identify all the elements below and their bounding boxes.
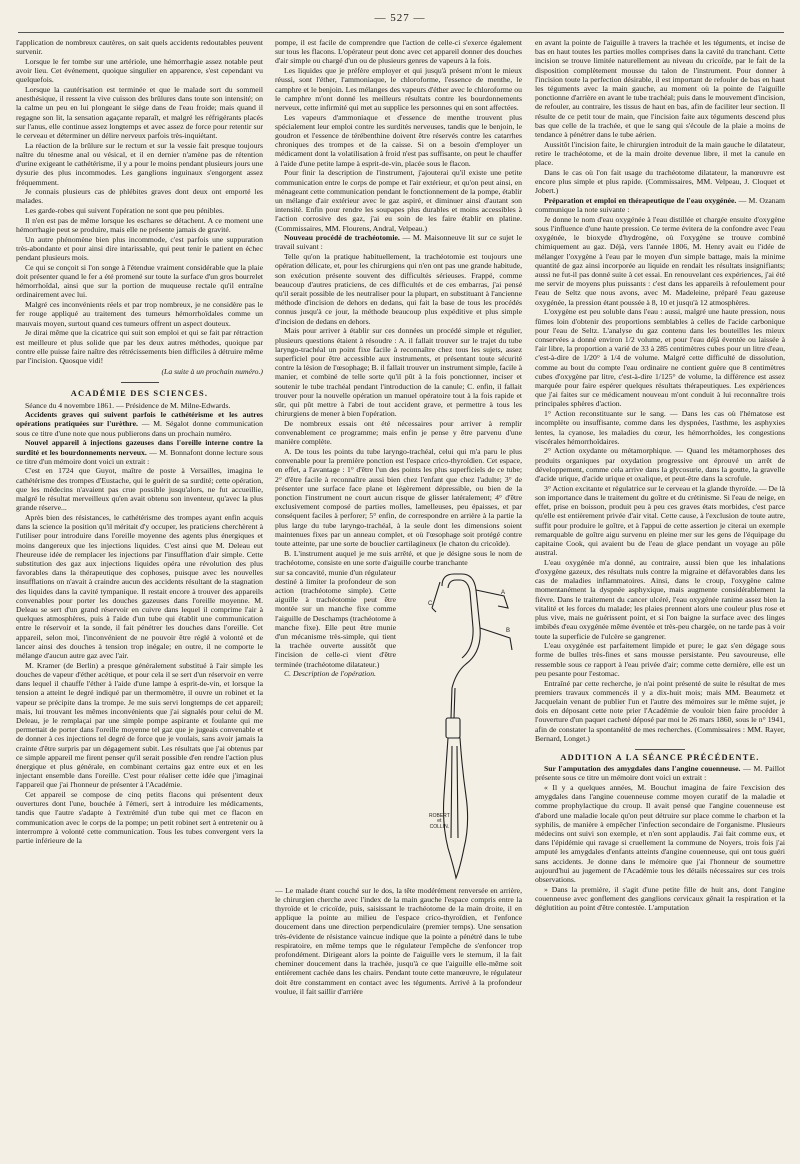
paragraph: Après bien des résistances, le cathétérisme des trompes ayant enfin acquis dans la science la position qu'il méritait d'y occuper, les praticiens cherchèrent à l'utiliser pour introduire dans l'oreille moyenne des agents plus énergiques et moins dangereux que les injections liquides. C'est ainsi que M. Deleau eut l'heureuse idée de remplacer les injections par l'insufflation d'air simple. Cette substitution des gaz aux injections liquides opéra une révolution des plus favorables dans la thérapeutique des cophoses, puisque avec les nouvelles insufflations on n'avait à craindre aucun des accidents résultant de la stagnation des liquides dans la cavité tympanique. Il restait encore à trouver des appareils convenables pour porter les douches gazeuses dans l'oreille moyenne. M. Deleau se sert d'un grand réservoir en cuivre dans lequel il comprime l'air à quelques atmosphères, puis à l'aide d'un tube qui établit une communication entre le réservoir et la sonde, il fait pénétrer les douches dans l'oreille. Cet appareil, selon moi, l'inconvénient de ne pouvoir être réglé à volonté et de lancer ainsi des douches à tension trop inégale; en outre, il ne comporte le mélange d'aucun autre gaz avec l'air. bbox=[16, 512, 263, 660]
paragraph: Telle qu'on la pratique habituellement, la trachéotomie est toujours une opération délicate, et, pour les chirurgiens qui n'en ont pas une grande habitude, son exécution présente souvent des difficultés sérieuses. Frappé, comme beaucoup d'autres praticiens, de ces difficultés et de ces embarras, j'ai pensé qu'il serait possible de les neutraliser pour la plupart, en substituant à l'ancienne méthode d'incision de dehors en dedans, qui fait la base de tous les procédés connus jusqu'à ce jour, la méthode beaucoup plus expéditive et plus simple d'incision de dedans en dehors. bbox=[275, 252, 522, 326]
paragraph: Lorsque le fer tombe sur une artériole, une hémorrhagie assez notable peut avoir lieu. Cet événement, quoique singulier en apparence, s'est cependant vu quelquefois. bbox=[16, 56, 263, 85]
article-heading: Accidents graves qui suivent parfois le cathétérisme et les autres opérations pratiquées sur l'urèthre. bbox=[16, 410, 263, 429]
paragraph: Malgré ces inconvénients réels et par trop nombreux, je ne considère pas le fer rouge appliqué au traitement des tumeurs hémorrhoïdales comme un mauvais moyen, surtout quand ces tumeurs offrent un aspect douteux. bbox=[16, 300, 263, 328]
paragraph: 3° Action excitante et régulatrice sur le cerveau et la glande thyroïde. — De là son importance dans le traitement du goître et du crétinisme. Si l'eau de neige, en effet, prise en boisson, produit peu à peu ces graves états morbides, c'est parce qu'elle est entièrement privée d'air vital. Cette cause, à l'exclusion de toute autre, suffit pour produire le goître, et à l'appui de cette assertion je citerai un exemple remarquable de goître aigu survenu en pleine mer sur les gens de l'équipage du capitaine Cook, qui avaient bu de l'eau de glace pendant un voyage au pôle austral. bbox=[535, 483, 785, 558]
paragraph: C'est en 1724 que Guyot, maître de poste à Versailles, imagina le cathétérisme des trompes d'Eustache, qui le guérit de sa surdité; cette opération, que les médecins n'avaient pas crue possible jusqu'alors, ne fut accueillie, malgré le résultat merveilleux qu'en avait obtenu son inventeur, qu'avec la plus grande réserve... bbox=[16, 466, 263, 513]
subheading: C. Description de l'opération. bbox=[284, 669, 376, 679]
paragraph bbox=[275, 669, 396, 678]
column-left bbox=[16, 38, 263, 1156]
session-line: Séance du 4 novembre 1861. — Présidence de M. Milne-Edwards. bbox=[25, 400, 231, 410]
article-lead: — M. Paillot présente sous ce titre un mémoire dont voici un extrait : bbox=[535, 764, 785, 783]
column-middle bbox=[275, 38, 522, 1156]
paragraph: Dans le cas où l'on fait usage du trachéotome dilatateur, la manœuvre est encore plus simple et plus rapide. (Commissaires, MM. Velpeau, J. Cloquet et Jobert.) bbox=[535, 167, 785, 196]
paragraph: 1° Action reconstituante sur le sang. — Dans les cas où l'hématose est incomplète ou insuffisante, comme dans les dyspnées, l'asthme, les asphyxies lentes, la cyanose, les maladies du cœur, les hémorrhoïdes, les congestions viscérales hémorrhoïdaires. bbox=[535, 409, 785, 446]
figure-maker-label: ROBERT et COLLIN. bbox=[429, 812, 450, 830]
paragraph: Les garde-robes qui suivent l'opération ne sont que peu pénibles. bbox=[25, 206, 225, 216]
paragraph: M. Kramer (de Berlin) a presque généralement substitué à l'air simple les douches de vapeur d'éther acétique, et pour cela il se sert d'un réservoir en verre dans lequel il chauffe l'éther à l'aide d'une lampe à esprit-de-vin, et lorsque la tension a atteint le degré indiqué par un thermomètre, il ouvre un robinet et la vapeur se précipite dans la trompe. Je me suis servi longtemps de cet appareil; mais, lui trouvant les mêmes inconvénients que j'ai signalés pour celui de M. Deleau, je le remplaçai par une simple pompe aspirante et foulante qui me permettait de porter dans l'oreille moyenne tel gaz que je jugeais convenable et de donner à ces injections tel degré de force que je voulais, sans avoir jamais la crainte d'être surpris par un dégagement subit. Les résultats que j'ai obtenus par ce simple appareil me firent penser qu'il serait possible d'en rendre l'action plus énergique et plus générale, en combinant certains gaz entre eux et en les injectant ensemble dans l'oreille. C'est pour réaliser cette idée que j'imaginai l'appareil que j'ai l'honneur de présenter à l'Académie. bbox=[16, 660, 263, 790]
paragraph: A. De tous les points du tube laryngo-trachéal, celui qui m'a paru le plus convenable pour la première ponction est l'espace crico-thyroïdien. Cet espace, en effet, a l'avantage : 1° d'être l'un des points les plus superficiels de ce tube; 2° d'être facile à reconnaître aussi bien chez l'enfant que chez l'adulte; 3° de présenter une surface face plane et légèrement dépressible, ou bien de la ponction l'instrument ne court aucun risque de glisser latéralement; 4° d'être exclusivement composé de parties molles, lamelleuses, peu épaisses, et par conséquent faciles à perforer; 5° enfin, de correspondre en arrière à la partie la plus large du tube laryngo-trachéal, à la seule dont les dimensions soient maintenues fixes par un anneau complet, et où l'œsophage soit protégé contre toute atteinte, par une sorte de bouclier cartilagineux (le chaton du cricoïde). bbox=[275, 446, 522, 548]
article-lead: — M. Ozanam communique la note suivante : bbox=[535, 195, 785, 215]
article-heading: Préparation et emploi en thérapeutique de l'eau oxygénée. bbox=[544, 195, 737, 205]
column-right bbox=[535, 38, 785, 1156]
paragraph: La réaction de la brûlure sur le rectum et sur la vessie fait presque toujours naître du ténesme anal ou vésical, et il en dernier n'amène pas de rétention d'urine exigeant le cathétérisme, il y a pour le moins pendant plusieurs jours une dysurie des plus incommodes. Les ganglions inguinaux s'engorgent assez fréquemment. bbox=[16, 140, 263, 187]
paragraph: Cet appareil se compose de cinq petits flacons qui présentent deux ouvertures dont l'une, bouchée à l'émeri, sert à introduire les médicaments, tandis que l'autre s'adapte à l'extrémité d'un tube qui met ce flacon en communication avec le corps de la pompe; un petit robinet sert à entretenir ou à interrompre à volonté cette communication. Tous les tubes convergent vers la partie inférieure de la bbox=[16, 790, 263, 846]
tracheotome-drawing bbox=[402, 568, 522, 886]
article-heading: Nouveau procédé de trachéotomie. bbox=[284, 233, 400, 243]
article-lead: — M. Bonnafont donne lecture sous ce titre d'un mémoire dont voici un extrait : bbox=[16, 447, 263, 466]
paragraph: — Le malade étant couché sur le dos, la tête modérément renversée en arrière, le chirurgien cherche avec l'index de la main gauche l'espace compris entre la thyroïde et le cricoïde, puis, saisissant le trachéotome de la main droite, il en applique la pointe au milieu de l'espace crico-thyroïdien, et l'enfonce doucement dans une direction perpendiculaire (premier temps). Une sensation très-évidente de résistance vaincue indique que la pointe a pénétré dans le tube respiratoire, en même temps que le régulateur l'empêche de s'enfoncer trop profondément. Dirigeant alors la pointe de l'aiguille vers le sternum, il la fait cheminer doucement dans la trachée, jusqu'à ce que l'aiguille elle-même soit entièrement cachée dans les chairs. Pendant toute cette manœuvre, le régulateur doit être constamment en contact avec les téguments. Arrivé à la profondeur voulue, il fait saillir d'arrière bbox=[275, 885, 522, 996]
paragraph: L'oxygène est peu soluble dans l'eau : aussi, malgré une haute pression, nous fûmes loin d'obtenir des proportions semblables à celles de l'acide carbonique pour l'eau de Seltz. L'analyse du gaz contenu dans les bouteilles les mieux conservées a donné environ 1/2 volume, et pour l'eau déjà éventée ou laissée à l'air libre, la proportion a varié de 33 à 285 centimètres cubes pour un litre d'eau, c'est-à-dire de 1/20° à 1/4 de volume. Malgré cette difficulté de dissolution, comme au bout du compte l'eau ordinaire ne contient guère que 8 centimètres cubes d'oxygène par litre, c'est-à-dire 1/125° de volume, la différence est assez marquée pour faire espérer quelques résultats thérapeutiques. Les expériences que j'ai faites sur ce médicament nouveau m'ont conduit à lui reconnaître trois principales sphères d'action. bbox=[535, 307, 785, 409]
section-title: ACADÉMIE DES SCIENCES. bbox=[70, 389, 209, 399]
article-heading: Nouvel appareil à injections gazeuses dans l'oreille interne contre la surdité et les bourdonnements nerveux. bbox=[16, 438, 263, 457]
paragraph: Les liquides que je préfère employer et qui jusqu'à présent m'ont le mieux réussi, sont l'éther, l'ammoniaque, le chloroforme, l'essence de menthe, le camphre et le benjoin. Les mélanges des vapeurs d'éther avec le chloroforme ou le camphre m'ont donné les meilleurs résultats contre les bourdonnements nerveux, cette infirmité qui met au supplice les personnes qui en sont affectées. bbox=[275, 66, 522, 112]
figure-letter-a: A bbox=[501, 589, 506, 596]
article-intro bbox=[275, 233, 522, 251]
paragraph: « Il y a quelques années, M. Bouchut imagina de faire l'excision des amygdales dans l'angine couenneuse comme moyen curatif de la maladie et comme prophylactique du croup. Il avait pensé que l'angine couenneuse est d'abord une maladie locale qu'on peut détruire sur place comme le charbon et la syphilis, de manière à empêcher l'infection secondaire de l'organisme. Plusieurs médecins ont suivi son exemple, et n'en sont applaudis. J'ai fait comme eux, et dans l'épidémie qui ravage si cruellement la commune de Noyers, trois fois j'ai amputé les amygdales d'enfants atteints d'angine couenneuse, qui ont tous guéri sans accidents. Je donne dans le mémoire que j'ai l'honneur de soumettre aujourd'hui au jugement de l'Académie tous les détails nécessaires sur ces trois observations. bbox=[535, 783, 785, 885]
paragraph: sur sa concavité, munie d'un régulateur destiné à limiter la profondeur de son action (trachéotome simple). Cette aiguille à trachéotomie peut être montée sur un manche fixe comme l'aiguille de Deschamps (trachéotome à manche fixe). Elle peut être munie d'un mécanisme très-simple, qui tient la trachée ouverte aussitôt que l'incision de celle-ci vient d'être terminée (trachéotome dilatateur.) bbox=[275, 567, 396, 669]
page-number: — 527 — bbox=[374, 12, 426, 24]
paragraph: Je connais plusieurs cas de phlébites graves dont deux ont emporté les malades. bbox=[16, 187, 263, 206]
paragraph: Entraîné par cette recherche, je n'ai point présenté de suite le résultat de mes premiers travaux commencés il y a dix-huit mois; mais MM. Beaumetz et Jacquelain venant de publier l'un et l'autre des mémoires sur le même sujet, je dois en déposant cette note prier l'Académie de vouloir bien faire procéder à l'ouverture d'un paquet cacheté déposé par moi le 26 mars 1860, sous le n° 1941, afin de constater la spontanéité de mes recherches. (Commissaires : MM. Rayer, Bernard, Longet.) bbox=[535, 678, 785, 743]
paragraph: De nombreux essais ont été nécessaires pour arriver à remplir convenablement ce programme; mais enfin je pense y être parvenu d'une manière complète. bbox=[275, 418, 522, 447]
tracheotome-illustration bbox=[402, 568, 522, 886]
paragraph: Mais pour arriver à établir sur ces données un procédé simple et régulier, plusieurs questions étaient à résoudre : A. il fallait trouver sur le trajet du tube laryngo-trachéal un point fixe facile à reconnaître chez tous les sujets, assez superficiel pour être accessible aux instruments, et présentant toute sécurité contre la lésion de l'œsophage; B. il fallait trouver un instrument simple, facile à manier, et combiné de telle sorte qu'il pût à la fois ponctionner, inciser et soutenir le tube trachéal pendant l'introduction de la canule; C. enfin, il fallait trouver pour la nouvelle opération un manuel opératoire tout à la fois rapide et sûr, qui pût mettre à l'abri de tout accident grave, et permettre à tous les chirurgiens de mener à bien l'opération. bbox=[275, 326, 522, 419]
article-intro bbox=[535, 764, 785, 782]
paragraph: Lorsque la cautérisation est terminée et que le malade sort du sommeil anesthésique, il ressent la vive cuisson des brûlures dans toute son intensité; on la calme un peu en lui plongeant le siège dans de l'eau froide; mais quand il regagne son lit, la sensation agaçante reparaît, et malgré les réfrigérants placés sur l'anus, elle continue assez longtemps et avec assez de force pour retentir sur le cerveau et déterminer un délire nerveux parfois très-inquiétant. bbox=[16, 85, 263, 141]
section-title: ADDITION A LA SÉANCE PRÉCÉDENTE. bbox=[560, 752, 760, 762]
paragraph: Les vapeurs d'ammoniaque et d'essence de menthe trouvent plus spécialement leur emploi contre les surdités nerveuses, tandis que le benjoin, le goudron et l'essence de térébenthine doivent être réservés contre les catarrhes chroniques des trompes et de la caisse. Si on a besoin d'employer un médicament dont la volatilisation à froid n'est pas suffisante, on peut le chauffer à l'aide d'une petite lampe à esprit-de-vin, placée sous le flacon. bbox=[275, 112, 522, 168]
continuation-note: (La suite à un prochain numéro.) bbox=[161, 367, 263, 377]
figure-letter-c: C bbox=[428, 600, 433, 607]
figure-letter-b: B bbox=[506, 627, 511, 634]
paragraph: Aussitôt l'incision faite, le chirurgien introduit de la main gauche le dilatateur, retire le trachéotome, et de la main droite devenue libre, il met la canule en place. bbox=[535, 139, 785, 168]
paragraph: Je donne le nom d'eau oxygénée à l'eau distillée et chargée ensuite d'oxygène sous l'influence d'une haute pression. Ce terme évitera de la confondre avec l'eau oxygénée, le bioxyde d'hydrogène, où l'oxygène se trouve combiné chimiquement au gaz. Déjà, vers l'année 1806, M. Henry avait eu l'idée de mélanger l'oxygène à l'eau par le moyen d'un simple battage, mais la minime quantité de gaz ainsi incorporée au liquide en rendait les résultats insignifiants; aussi ne fut-il pas donné suite à cet essai. En renouvelant ces expériences, j'ai été me servir de moyens plus puissants : c'est dans les appareils à refoulement pour l'eau de Seltz que nous avons, avec M. Madeleine, préparé l'eau gazeuse oxygénée, la pression étant poussée à 8, 10 et jusqu'à 12 atmosphères. bbox=[535, 214, 785, 307]
header-rule bbox=[18, 32, 784, 33]
divider bbox=[635, 749, 685, 750]
article-lead: — M. Ségalot donne communication sous ce titre d'une note que nous publierons dans un prochain numéro. bbox=[16, 419, 263, 438]
paragraph: B. L'instrument auquel je me suis arrêté, et que je désigne sous le nom de trachéotome, consiste en une sorte d'aiguille courbe tranchante bbox=[275, 548, 522, 567]
paragraph: pompe, il est facile de comprendre que l'action de celle-ci s'exerce également sur tous les flacons. L'opérateur peut donc avec cet appareil donner des douches d'air simple ou chargé d'un ou de plusieurs genres de vapeurs à la fois. bbox=[275, 38, 522, 66]
paragraph: Ce qui se conçoit si l'on songe à l'étendue vraiment considérable que la plaie doit présenter quand le fer a été promené sur toute la surface d'un gros bourrelet hémorrhoïdal, ainsi que sur la portion de muqueuse rectale qu'il entraîne ordinairement avec lui. bbox=[16, 262, 263, 300]
article-lead: — M. Maisonneuve lit sur ce sujet le travail suivant : bbox=[275, 233, 522, 252]
article-heading: Sur l'amputation des amygdales dans l'angine couenneuse. bbox=[544, 764, 741, 774]
article-intro bbox=[16, 438, 263, 466]
figure-block bbox=[275, 568, 522, 886]
paragraph: L'eau oxygénée est parfaitement limpide et pure; le gaz s'en dégage sous forme de bulles très-fines et sans mousse persistante. Peu savoureuse, elle ressemble sous ce rapport à l'eau privée d'air; comme cette dernière, elle est un peu pesante pour l'estomac. bbox=[535, 641, 785, 678]
figure-side-text bbox=[275, 568, 396, 886]
article-intro bbox=[535, 196, 785, 214]
paragraph: » Dans la première, il s'agit d'une petite fille de huit ans, dont l'angine couenneuse avec gonflement des ganglions cervicaux gênait la respiration et la déglutition au point d'être contestée. L'amputation bbox=[535, 884, 785, 913]
article-intro bbox=[16, 410, 263, 438]
paragraph: en avant la pointe de l'aiguille à travers la trachée et les téguments, et incise de bas en haut toutes les parties molles comprises dans la cavité du tranchant. Cette incision se trouve limitée naturellement au niveau du cricoïde, par le fait de la disposition complètement mousse du talon de l'instrument. Pour donner à l'incision toute la perfection désirable, il est important de refouler de bas en haut les téguments avec la main gauche, au moment où la pointe de l'aiguille ponctionne d'arrière en avant le tube trachéal; puis dans le mouvement d'incision, de refouler, au contraire, les tissus de haut en bas, afin de faciliter leur section. Il résulte de ce petit tour de main, que l'incision faite aux téguments descend plus bas que celle de la trachée, et que le sang qui s'écoule de la plaie a moins de tendance à pénétrer dans le tube aérien. bbox=[535, 38, 785, 140]
paragraph: L'eau oxygénée m'a donné, au contraire, aussi bien que les inhalations d'oxygène gazeux, des résultats nuls contre la migraine et défavorables dans les cas de maladies inflammatoires. Ainsi, dans le croup, l'oxygène calme momentanément la dyspnée asphyxique, mais augmente considérablement la fièvre. Dans le traitement du cancer ulcéré, l'eau oxygénée ranime assez bien la vitalité et les forces du malade; les plaies prennent alors une couleur plus rose et plus vive, mais ne guérissent point, et si l'on baigne la surface avec des linges imbibés d'eau oxygénée même éventée et très-peu chargée, on ne tarde pas à voir toute la superficie de l'ulcère se gangrener. bbox=[535, 557, 785, 641]
paragraph: Je dirai même que la cicatrice qui suit son emploi et qui se fait par rétraction est meilleure et plus solide que par les deux autres méthodes, quoique par contre elle puisse faire naître des rétrécissements bien difficiles à détruire même par l'incision. Quosque vidi! bbox=[16, 328, 263, 365]
paragraph: Un autre phénomène bien plus incommode, c'est parfois une suppuration très-abondante et pour ainsi dire intarissable, qui peut tenir le patient en échec pendant plusieurs mois. bbox=[16, 234, 263, 263]
paragraph: 2° Action oxydante ou métamorphique. — Quand les métamorphoses des produits organiques par oxydation progressive ont éprouvé un arrêt de développement, comme cela arrive dans la glycosurie, dans la goutte, la gravelle d'acide urique, d'acide urique et oxalique, et peut-être dans la scrofule. bbox=[535, 446, 785, 484]
paragraph: Il n'en est pas de même lorsque les eschares se détachent. A ce moment une hémorrhagie peut se produire, mais elle ne présente jamais de gravité. bbox=[16, 215, 263, 235]
divider bbox=[121, 382, 159, 383]
paragraph: Pour finir la description de l'instrument, j'ajouterai qu'il existe une petite communication entre le corps de pompe et l'air extérieur, et qu'on peut ainsi, en ménageant cette communication pendant le fonctionnement de la pompe, établir un mélange d'air extérieur avec le gaz aspiré, et diminuer ainsi d'autant son intensité. Enfin pour rendre les soupapes plus durables et moins accessibles à l'action corrosive des gaz, j'ai eu soin de les faire établir en platine. (Commissaires, MM. Flourens, Andral, Velpeau.) bbox=[275, 168, 522, 233]
paragraph: l'application de nombreux cautères, on sait quels accidents redoutables peuvent survenir. bbox=[16, 38, 263, 57]
